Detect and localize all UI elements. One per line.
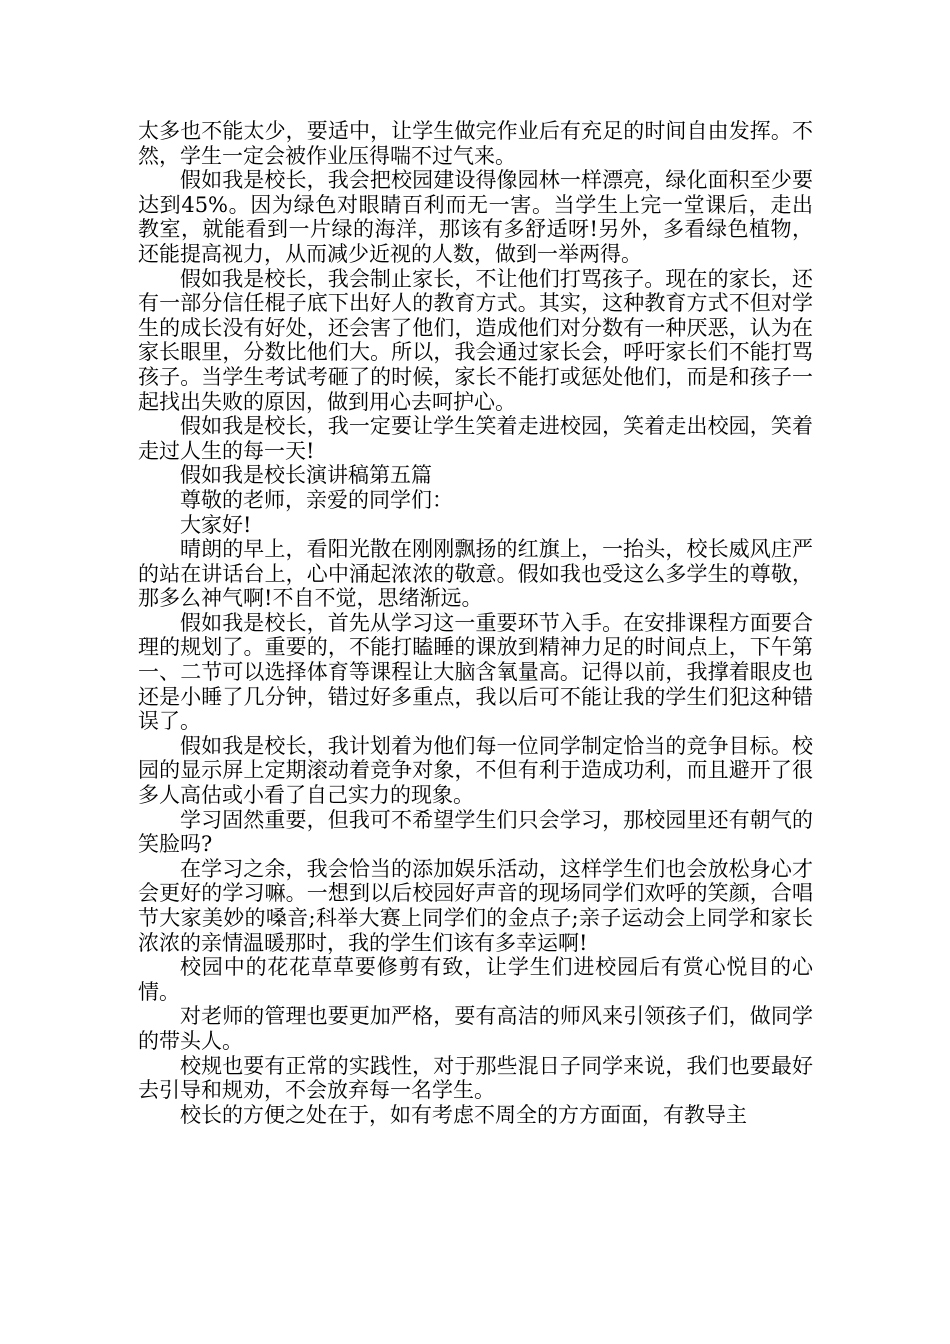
paragraph: 假如我是校长，我会把校园建设得像园林一样漂亮，绿化面积至少要达到45%。因为绿色对眼睛百利而无一害。当学生上完一堂课后，走出教室，就能看到一片绿的海洋，那该有多舒适呀!另外，多看绿色植物，还能提高视力，从而减少近视的人数，做到一举两得。 (138, 168, 813, 266)
document-page (138, 119, 813, 1127)
paragraph: 校长的方便之处在于，如有考虑不周全的方方面面，有教导主 (180, 1102, 747, 1127)
paragraph: 校规也要有正常的实践性，对于那些混日子同学来说，我们也要最好去引导和规劝，不会放弃每一名学生。 (138, 1053, 813, 1103)
paragraph: 假如我是校长，首先从学习这一重要环节入手。在安排课程方面要合理的规划了。重要的，不能打瞌睡的课放到精神力足的时间点上，下午第一、二节可以选择体育等课程让大脑含氧量高。记得以前，我撑着眼皮也还是小睡了几分钟，错过好多重点，我以后可不能让我的学生们犯这种错误了。 (138, 610, 813, 734)
paragraph: 假如我是校长，我会制止家长，不让他们打骂孩子。现在的家长，还有一部分信任棍子底下出好人的教育方式。其实，这种教育方式不但对学生的成长没有好处，还会害了他们，造成他们对分数有一种厌恶，认为在家长眼里，分数比他们大。所以，我会通过家长会，呼吁家长们不能打骂孩子。当学生考试考砸了的时候，家长不能打或惩处他们，而是和孩子一起找出失败的原因，做到用心去呵护心。 (138, 266, 813, 414)
paragraph: 在学习之余，我会恰当的添加娱乐活动，这样学生们也会放松身心才会更好的学习嘛。一想到以后校园好声音的现场同学们欢呼的笑颜，合唱节大家美妙的嗓音;科举大赛上同学们的金点子;亲子运动会上同学和家长浓浓的亲情温暖那时，我的学生们该有多幸运啊! (138, 856, 813, 955)
greeting: 大家好! (180, 512, 252, 537)
paragraph: 假如我是校长，我一定要让学生笑着走进校园，笑着走出校园，笑着走过人生的每一天! (138, 414, 813, 463)
paragraph: 学习固然重要，但我可不希望学生们只会学习，那校园里还有朝气的笑脸吗? (138, 807, 813, 857)
salutation: 尊敬的老师，亲爱的同学们： (180, 487, 453, 512)
section-title: 假如我是校长演讲稿第五篇 (180, 463, 432, 488)
paragraph: 假如我是校长，我计划着为他们每一位同学制定恰当的竞争目标。校园的显示屏上定期滚动着竞争对象，不但有利于造成功利，而且避开了很多人高估或小看了自己实力的现象。 (138, 733, 813, 808)
paragraph: 晴朗的早上，看阳光散在刚刚飘扬的红旗上，一抬头，校长威风庄严的站在讲话台上，心中涌起浓浓的敬意。假如我也受这么多学生的尊敬，那多么神气啊!不自不觉，思绪渐远。 (138, 537, 813, 611)
paragraph: 对老师的管理也要更加严格，要有高洁的师风来引领孩子们，做同学的带头人。 (138, 1004, 813, 1053)
paragraph: 太多也不能太少，要适中，让学生做完作业后有充足的时间自由发挥。不然，学生一定会被作业压得喘不过气来。 (138, 119, 813, 168)
paragraph: 校园中的花花草草要修剪有致，让学生们进校园后有赏心悦目的心情。 (138, 955, 813, 1004)
